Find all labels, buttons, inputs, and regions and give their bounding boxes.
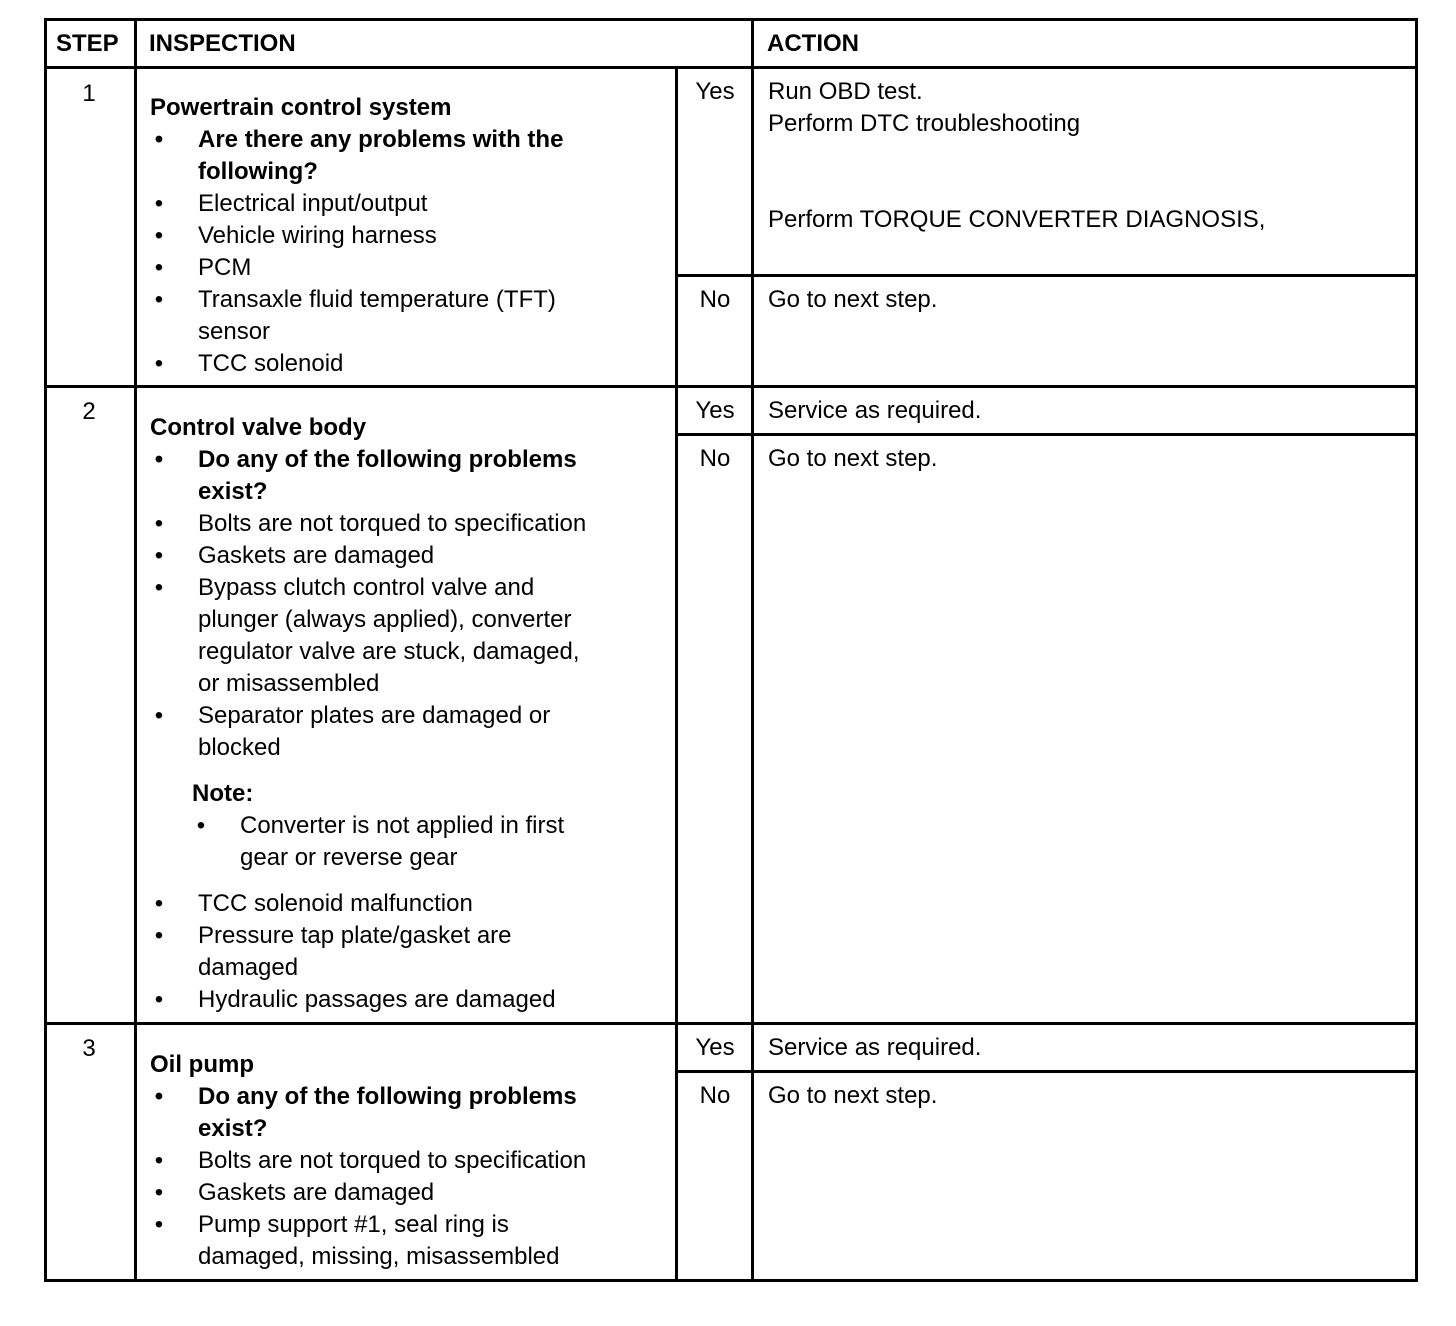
inspection-item: • Bolts are not torqued to specification (154, 510, 587, 537)
header-step: STEP (56, 30, 119, 57)
step1-yes-no-divider (675, 274, 1418, 277)
yes-label: Yes (695, 78, 735, 105)
action-text: Go to next step. (768, 445, 938, 472)
inspection-item: • PCM (154, 254, 252, 281)
inspection-item: • Pressure tap plate/gasket are damaged (154, 922, 512, 981)
inspection-item: • TCC solenoid malfunction (154, 890, 473, 917)
step-column-divider (134, 18, 137, 1282)
inspection-title: Powertrain control system (150, 94, 452, 121)
inspection-item: • Bypass clutch control valve and plunger (always applied), converter regulator valve are stuck, damaged, or misassembled (154, 574, 580, 697)
header-action: ACTION (767, 30, 859, 57)
note-title: Note: (192, 780, 254, 807)
yes-label: Yes (695, 397, 735, 424)
step1-bottom-divider (44, 385, 1418, 388)
step2-yes-no-divider (675, 433, 1418, 436)
inspection-item: • Pump support #1, seal ring is damaged, missing, misassembled (154, 1211, 560, 1270)
action-text: Perform TORQUE CONVERTER DIAGNOSIS, (768, 206, 1266, 233)
step3-inspection (150, 1049, 670, 1273)
step3-yes-no-divider (675, 1070, 1418, 1073)
action-text: Run OBD test. (768, 78, 923, 105)
step2-bottom-divider (44, 1022, 1418, 1025)
inspection-item: • Gaskets are damaged (154, 1179, 435, 1206)
step-number: 1 (82, 80, 96, 107)
inspection-item: • Electrical input/output (154, 190, 428, 217)
inspection-question: • Do any of the following problems exist? (154, 446, 577, 505)
note-item: • Converter is not applied in first gear or reverse gear (196, 812, 565, 871)
action-text: Go to next step. (768, 286, 938, 313)
step-number: 2 (82, 398, 96, 425)
inspection-item: • Separator plates are damaged or blocked (154, 702, 551, 761)
inspection-item: • Bolts are not torqued to specification (154, 1147, 587, 1174)
inspection-item: • Hydraulic passages are damaged (154, 986, 556, 1013)
note-block (192, 778, 670, 874)
action-text: Perform DTC troubleshooting (768, 110, 1081, 137)
inspection-item: • TCC solenoid (154, 350, 344, 377)
inspection-item: • Transaxle fluid temperature (TFT) sensor (154, 286, 556, 345)
no-label: No (699, 445, 731, 472)
inspection-item: • Gaskets are damaged (154, 542, 435, 569)
header-inspection: INSPECTION (149, 30, 296, 57)
inspection-title: Control valve body (150, 414, 367, 441)
yes-label: Yes (695, 1034, 735, 1061)
step1-inspection (150, 92, 670, 380)
header-divider (44, 66, 1418, 69)
inspection-item: • Vehicle wiring harness (154, 222, 437, 249)
inspection-question: • Do any of the following problems exist? (154, 1083, 577, 1142)
inspection-question: • Are there any problems with the following? (154, 126, 564, 185)
step2-inspection (150, 412, 670, 1016)
action-text: Service as required. (768, 397, 982, 424)
step-number: 3 (82, 1035, 96, 1062)
no-label: No (699, 1082, 731, 1109)
inspection-title: Oil pump (150, 1051, 254, 1078)
action-text: Service as required. (768, 1034, 982, 1061)
action-text: Go to next step. (768, 1082, 938, 1109)
no-label: No (699, 286, 731, 313)
